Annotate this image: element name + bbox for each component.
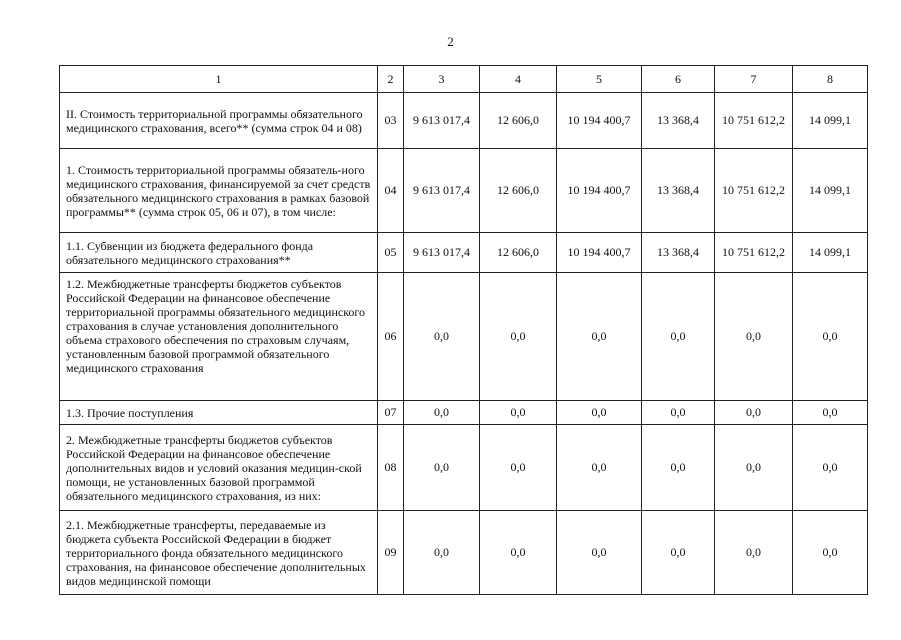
table-row [60,273,868,401]
table-cell: 13 368,4 [642,149,715,233]
table-cell: 0,0 [557,511,642,595]
table-cell: 0,0 [480,425,557,511]
table-cell: 14 099,1 [793,149,868,233]
table-cell: 0,0 [404,401,480,425]
row-description: 2. Межбюджетные трансферты бюджетов субъектов Российской Федерации на финансовое обеспечение дополнительных видов и условий оказания медицин-ской помощи, не установленных базовой программой обязательного медицинского страхования, из них: [60,425,378,511]
table-cell: 0,0 [793,401,868,425]
table-row [60,233,868,273]
column-header: 2 [378,66,404,93]
table-cell: 13 368,4 [642,93,715,149]
column-header: 8 [793,66,868,93]
table-row [60,401,868,425]
row-description: II. Стоимость территориальной программы обязательного медицинского страхования, всего** (сумма строк 04 и 08) [60,93,378,149]
table-cell: 0,0 [480,273,557,401]
table-cell: 0,0 [642,273,715,401]
row-description: 1.3. Прочие поступления [60,401,378,425]
row-description: 1. Стоимость территориальной программы обязатель-ного медицинского страхования, финансируемой за счет средств обязательного медицинского страхования в рамках базовой программы** (сумма строк 05, 06 и 07), в том числе: [60,149,378,233]
table-row [60,149,868,233]
table-cell: 0,0 [715,511,793,595]
row-code: 08 [378,425,404,511]
table-cell: 9 613 017,4 [404,233,480,273]
column-header: 5 [557,66,642,93]
table-cell: 9 613 017,4 [404,93,480,149]
table-cell: 12 606,0 [480,149,557,233]
column-header: 6 [642,66,715,93]
table-cell: 10 751 612,2 [715,149,793,233]
column-header: 1 [60,66,378,93]
table-cell: 10 751 612,2 [715,93,793,149]
table-cell: 0,0 [642,401,715,425]
table-cell: 0,0 [715,401,793,425]
table-cell: 12 606,0 [480,93,557,149]
header-row [60,66,868,93]
table-cell: 0,0 [557,425,642,511]
column-header: 4 [480,66,557,93]
table-cell: 0,0 [715,425,793,511]
table-cell: 0,0 [715,273,793,401]
table-cell: 13 368,4 [642,233,715,273]
page-number: 2 [447,34,454,49]
budget-table [59,65,868,595]
table-cell: 0,0 [793,511,868,595]
table-cell: 10 751 612,2 [715,233,793,273]
row-code: 03 [378,93,404,149]
table-cell: 0,0 [480,401,557,425]
table-cell: 0,0 [642,425,715,511]
row-description: 2.1. Межбюджетные трансферты, передаваемые из бюджета субъекта Российской Федерации в бюджет территориального фонда обязательного медицинского страхования, на финансовое обеспечение дополнительных видов медицинской помощи [60,511,378,595]
table-cell: 14 099,1 [793,233,868,273]
table-cell: 10 194 400,7 [557,149,642,233]
row-code: 04 [378,149,404,233]
table-cell: 10 194 400,7 [557,93,642,149]
table-row [60,511,868,595]
row-code: 09 [378,511,404,595]
table-cell: 0,0 [404,273,480,401]
table-row [60,93,868,149]
table-cell: 0,0 [557,401,642,425]
table-cell: 10 194 400,7 [557,233,642,273]
row-description: 1.1. Субвенции из бюджета федерального фонда обязательного медицинского страхования** [60,233,378,273]
table-cell: 12 606,0 [480,233,557,273]
table-cell: 0,0 [404,425,480,511]
row-description: 1.2. Межбюджетные трансферты бюджетов субъектов Российской Федерации на финансовое обеспечение территориальной программы обязательного медицинского страхования в случае установления дополнительного объема страхового обеспечения по страховым случаям, установленным базовой программой обязательного медицинского страхования [60,273,378,401]
table-cell: 0,0 [480,511,557,595]
column-header: 3 [404,66,480,93]
table-cell: 0,0 [404,511,480,595]
table-cell: 9 613 017,4 [404,149,480,233]
row-code: 05 [378,233,404,273]
row-code: 07 [378,401,404,425]
row-code: 06 [378,273,404,401]
table-cell: 0,0 [642,511,715,595]
table-cell: 0,0 [793,425,868,511]
table-row [60,425,868,511]
table-cell: 0,0 [557,273,642,401]
table-cell: 14 099,1 [793,93,868,149]
table-cell: 0,0 [793,273,868,401]
column-header: 7 [715,66,793,93]
